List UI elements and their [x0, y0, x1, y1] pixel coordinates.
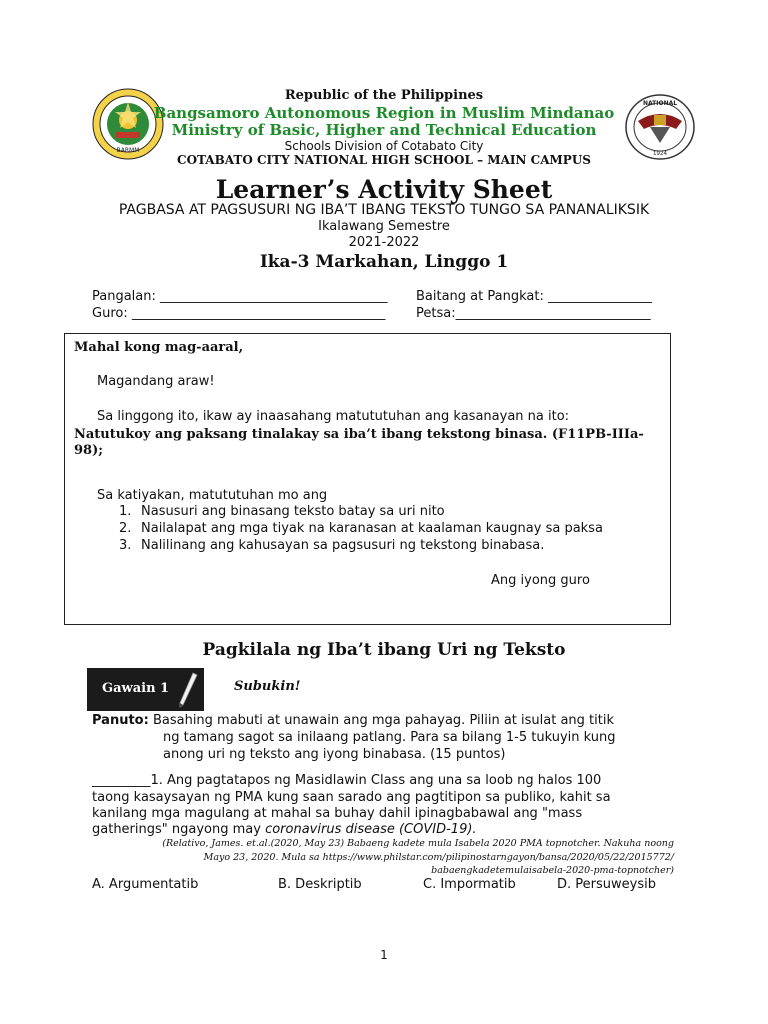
choice-a[interactable]: A. Argumentatib — [92, 877, 199, 892]
letter-box — [64, 333, 671, 625]
ministry-heading: Ministry of Basic, Higher and Technical Education — [171, 121, 597, 139]
grade-section-field[interactable]: Baitang at Pangkat: ________________ — [416, 289, 652, 304]
school-heading: COTABATO CITY NATIONAL HIGH SCHOOL – MAIN CAMPUS — [177, 153, 591, 167]
semester-label: Ikalawang Semestre — [318, 219, 450, 234]
activity-label: Subukin! — [234, 679, 301, 694]
letter-greeting: Magandang araw! — [97, 374, 215, 389]
division-heading: Schools Division of Cotabato City — [284, 139, 484, 153]
letter-closing: Ang iyong guro — [491, 573, 590, 588]
citation-line3[interactable]: babaengkadetemulaisabela-2020-pma-topnotcher) — [431, 865, 674, 876]
outcomes-list — [119, 504, 603, 555]
page-title: Learner’s Activity Sheet — [215, 175, 553, 204]
svg-text:NATIONAL: NATIONAL — [642, 100, 678, 107]
republic-heading: Republic of the Philippines — [284, 88, 484, 103]
name-field[interactable]: Pangalan: ___________________________________ — [92, 289, 388, 304]
list-item: 3. Nalilinang ang kahusayan sa pagsusuri ng tekstong binabasa. — [119, 538, 545, 553]
directions-label: Panuto: — [92, 713, 149, 728]
subject-title: PAGBASA AT PAGSUSURI NG IBA’T IBANG TEKSTO TUNGO SA PANANALIKSIK — [118, 202, 650, 218]
date-field[interactable]: Petsa:______________________________ — [416, 306, 651, 321]
directions-line3: anong uri ng teksto ang iyong binabasa. (15 puntos) — [163, 747, 506, 762]
quarter-week-label: Ika-3 Markahan, Linggo 1 — [259, 252, 509, 272]
question1-line3: kanilang mga magulang at mahal sa buhay dahil ipinagbabawal ang "mass — [92, 806, 583, 821]
page-number: 1 — [380, 948, 388, 962]
letter-salutation: Mahal kong mag-aaral, — [74, 340, 244, 355]
list-item: 1. Nasusuri ang binasang teksto batay sa uri nito — [119, 504, 445, 519]
directions-line2: ng tamang sagot sa inilaang patlang. Para sa bilang 1-5 tukuyin kung — [163, 730, 616, 745]
competency-line1: Natutukoy ang paksang tinalakay sa iba’t ibang tekstong binasa. (F11PB-IIIa- — [74, 427, 644, 442]
svg-text:BARMM: BARMM — [116, 147, 140, 154]
section-title: Pagkilala ng Iba’t ibang Uri ng Teksto — [202, 640, 566, 660]
citation-line1: (Relativo, James. et.al.(2020, May 23) Babaeng kadete mula Isabela 2020 PMA topnotcher. Nakuha noong — [162, 838, 674, 849]
choice-c[interactable]: C. Impormatib — [423, 877, 516, 892]
citation-line2[interactable]: Mayo 23, 2020. Mula sa https://www.philstar.com/pilipinostarngayon/bansa/2020/05/22/2015772/ — [203, 852, 674, 863]
list-item: 2. Nailalapat ang mga tiyak na karanasan at kaalaman kaugnay sa paksa — [119, 521, 603, 536]
school-year-label: 2021-2022 — [348, 235, 420, 250]
pen-icon — [175, 671, 199, 713]
question1-line1: _________1. Ang pagtatapos ng Masidlawin Class ang una sa loob ng halos 100 — [92, 773, 602, 788]
teacher-field[interactable]: Guro: _______________________________________ — [92, 306, 386, 321]
region-heading: Bangsamoro Autonomous Region in Muslim Mindanao — [153, 104, 615, 122]
question1-line4: gatherings" ngayong may coronavirus disease (COVID-19). — [92, 822, 477, 837]
question1-line2: taong kasaysayan ng PMA kung saan sarado ang pagtitipon sa publiko, kahit sa — [92, 790, 611, 805]
activity-badge — [87, 668, 204, 711]
outcomes-intro: Sa katiyakan, matututuhan mo ang — [97, 488, 328, 503]
competency-line2: 98); — [74, 443, 104, 458]
choice-d[interactable]: D. Persuweysib — [557, 877, 656, 892]
letter-intro: Sa linggong ito, ikaw ay inaasahang matututuhan ang kasanayan na ito: — [97, 409, 570, 424]
directions-line1: Panuto: Basahing mabuti at unawain ang mga pahayag. Piliin at isulat ang titik — [92, 713, 614, 728]
svg-text:1924: 1924 — [653, 151, 667, 157]
choice-b[interactable]: B. Deskriptib — [278, 877, 362, 892]
activity-badge-label: Gawain 1 — [102, 681, 170, 696]
